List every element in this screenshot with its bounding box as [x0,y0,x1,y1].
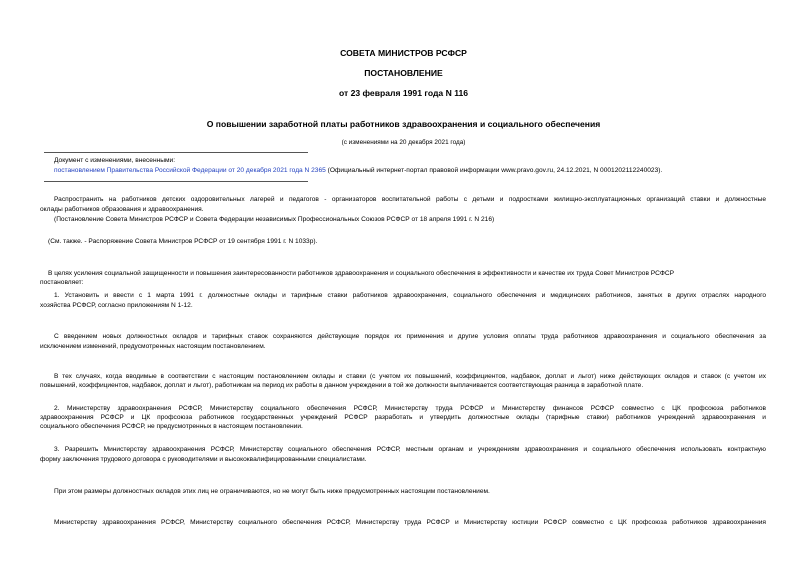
document-title: О повышении заработной платы работников здравоохранения и социального обеспечения [206,119,601,129]
changes-bottom-rule [44,181,308,182]
changes-line [54,167,662,175]
paragraph-difference-line-1: В тех случаях, когда вводимые в соответствии с настоящим постановлением оклады и ставки (с учетом их повышений, коэффициентов, надбавок, доплат и льгот) ниже действующих окладов и ставок (с учетом их [54,373,766,380]
paragraph-see-also: (См. также. - Распоряжение Совета Министров РСФСР от 19 сентября 1991 г. N 1033р). [48,238,318,245]
publication-source: (Официальный интернет-портал правовой информации www.pravo.gov.ru, 24.12.2021, N 0001202112240023). [325,167,663,174]
paragraph-item-2-line-1: 2. Министерству здравоохранения РСФСР, Министерству социального обеспечения РСФСР, Министерству труда РСФСР и Министерству финансов РСФСР совместно с ЦК профсоюза работников [54,405,766,412]
paragraph-preamble-line-2: постановляет: [40,279,84,286]
paragraph-item-2-line-3: социального обеспечения РСФСР, не предусмотренных в настоящем постановлении. [40,423,303,430]
paragraph-new-rates-line-2: исключением изменений, предусмотренных настоящим постановлением. [40,343,266,350]
changes-intro: Документ с изменениями, внесенными: [54,157,176,164]
paragraph-camps-reference: (Постановление Совета Министров РСФСР и Совета Федерации независимых Профессиональных Союзов РСФСР от 18 апреля 1991 г. N 216) [54,216,495,223]
paragraph-item-1-line-1: 1. Установить и ввести с 1 марта 1991 г. должностные оклады и тарифные ставки работников здравоохранения, социального обеспечения и медицинских работников, занятых в других отраслях народного [54,292,766,299]
paragraph-ministries: Министерству здравоохранения РСФСР, Министерству социального обеспечения РСФСР, Министерству труда РСФСР и Министерству юстиции РСФСР совместно с ЦК профсоюза работников здравоохранения [54,519,766,526]
paragraph-item-3-line-2: форму заключения трудового договора с руководителями и высококвалифицированными специалистами. [40,456,367,463]
document-type: ПОСТАНОВЛЕНИЕ [364,68,443,78]
issuing-authority: СОВЕТА МИНИСТРОВ РСФСР [340,48,467,58]
changes-top-rule [44,152,308,153]
paragraph-difference-line-2: повышений, коэффициентов, надбавок, доплат и льгот), работникам на период их работы в данном учреждении в той же должности выплачивается соответствующая разница в заработной плате. [40,382,644,389]
paragraph-camps-line-2: оклады работников образования и здравоохранения. [40,206,204,213]
paragraph-preamble-line-1: В целях усиления социальной защищенности и повышения заинтересованности работников здравоохранения и социального обеспечения в эффективности и качестве их труда Совет Министров РСФСР [48,270,675,277]
paragraph-salary-limit: При этом размеры должностных окладов этих лиц не ограничиваются, но не могут быть ниже предусмотренных настоящим постановлением. [54,488,490,495]
document-date-number: от 23 февраля 1991 года N 116 [338,88,469,98]
paragraph-item-2-line-2: здравоохранения РСФСР и ЦК профсоюза работников государственных учреждений РСФСР разработать и утвердить должностные оклады (тарифные ставки) работников учреждений здравоохранения и [40,414,766,421]
paragraph-item-3-line-1: 3. Разрешить Министерству здравоохранения РСФСР, Министерству социального обеспечения РСФСР, местным органам и учреждениям здравоохранения и социального обеспечения использовать контрактную [54,446,766,453]
paragraph-camps-line-1: Распространить на работников детских оздоровительных лагерей и педагогов - организаторов воспитательной работы с детьми и подростками жилищно-эксплуатационных организаций ставки и должностные [54,196,766,203]
paragraph-item-1-line-2: хозяйства РСФСР, согласно приложениям N 1-12. [40,302,193,309]
revision-note: (с изменениями на 20 декабря 2021 года) [341,139,466,146]
amendment-link[interactable]: постановлением Правительства Российской Федерации от 20 декабря 2021 года N 2365 [54,167,326,174]
paragraph-new-rates-line-1: С введением новых должностных окладов и тарифных ставок сохраняются действующие порядок их применения и другие условия оплаты труда работников здравоохранения и социального обеспечения за [54,333,766,340]
